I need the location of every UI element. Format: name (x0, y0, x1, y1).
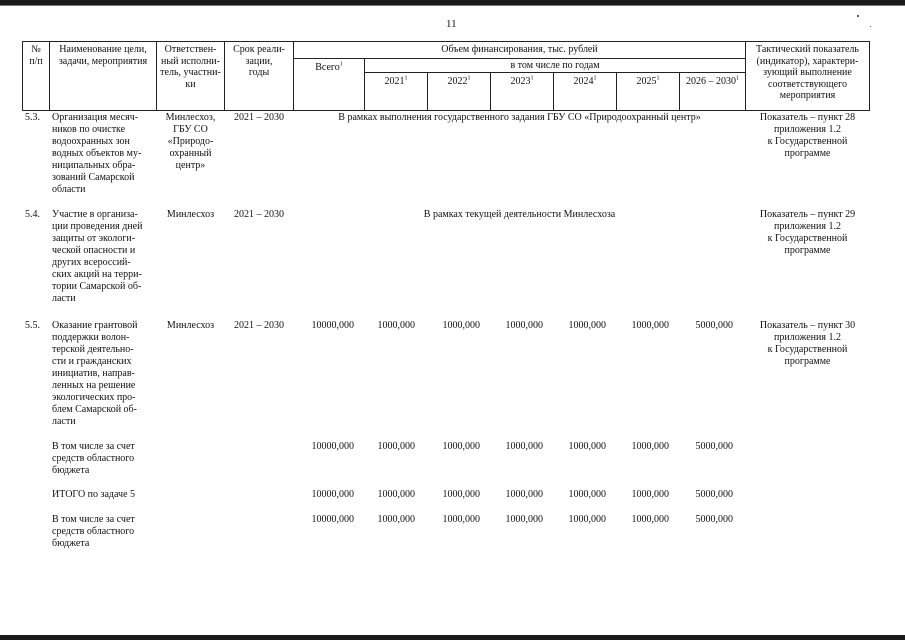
value-2021: 1000,000 (377, 514, 415, 525)
row-responsible: Минлесхоз (166, 320, 215, 331)
scan-speck (870, 26, 871, 27)
value-2024: 1000,000 (568, 514, 606, 525)
header-term: Срок реали- зации, годы (233, 44, 285, 78)
value-2021: 1000,000 (377, 441, 415, 452)
row-number: 5.5. (25, 320, 40, 331)
row-number: 5.3. (25, 112, 40, 123)
header-funding-rule (293, 58, 745, 59)
header-name: Наименование цели, задачи, мероприятия (58, 44, 148, 67)
value-2023: 1000,000 (505, 320, 543, 331)
row-name: Организация месяч- ников по очистке водоохранных зон водных объектов му- ниципальных обра- зований Самарской области (52, 112, 142, 195)
row-term: 2021 – 2030 (234, 112, 284, 123)
row-term: 2021 – 2030 (234, 320, 284, 331)
value-2025: 1000,000 (631, 320, 669, 331)
row-merged-note: В рамках текущей деятельности Минлесхоза (423, 209, 616, 220)
row-indicator: Показатель – пункт 28 приложения 1.2 к Государственной программе (759, 112, 856, 159)
row-responsible: Минлесхоз (166, 209, 215, 220)
value-2022: 1000,000 (442, 489, 480, 500)
value-2023: 1000,000 (505, 441, 543, 452)
value-2025: 1000,000 (631, 489, 669, 500)
value-2021: 1000,000 (377, 489, 415, 500)
value-2022: 1000,000 (442, 514, 480, 525)
value-2026-2030: 5000,000 (695, 489, 733, 500)
value-2026-2030: 5000,000 (695, 441, 733, 452)
header-total: Всего$^1$ (315, 61, 343, 73)
header-year-2025: 2025$^1$ (636, 75, 660, 87)
header-funding: Объем финансирования, тыс. рублей (441, 44, 598, 55)
row-indicator: Показатель – пункт 30 приложения 1.2 к Государственной программе (759, 320, 856, 367)
header-year-2024: 2024$^1$ (573, 75, 597, 87)
row-merged-note: В рамках выполнения государственного задания ГБУ СО «Природоохранный центр» (338, 112, 701, 123)
header-year-2022: 2022$^1$ (447, 75, 471, 87)
value-2021: 1000,000 (377, 320, 415, 331)
row-term: 2021 – 2030 (234, 209, 284, 220)
value-total: 10000,000 (311, 320, 354, 331)
header-years-rule (364, 72, 745, 73)
value-2022: 1000,000 (442, 441, 480, 452)
header-indicator: Тактический показатель (индикатор), характери- зующий выполнение соответствующего мероприятия (756, 44, 859, 101)
value-2025: 1000,000 (631, 514, 669, 525)
scan-speck (857, 15, 859, 17)
value-total: 10000,000 (311, 514, 354, 525)
value-2024: 1000,000 (568, 320, 606, 331)
page-number: 11 (446, 18, 457, 30)
value-total: 10000,000 (311, 441, 354, 452)
header-responsible: Ответствен- ный исполни- тель, участни- ки (160, 44, 221, 90)
header-year-2021: 2021$^1$ (384, 75, 408, 87)
value-total: 10000,000 (311, 489, 354, 500)
header-by-year: в том числе по годам (510, 60, 600, 71)
scan-top-edge-shadow (0, 5, 905, 6)
row-name: В том числе за счет средств областного бюджета (52, 441, 135, 476)
value-2026-2030: 5000,000 (695, 514, 733, 525)
header-bottom-rule (22, 110, 870, 111)
row-number: 5.4. (25, 209, 40, 220)
value-2022: 1000,000 (442, 320, 480, 331)
header-number: № п/п (29, 44, 43, 67)
header-top-rule (22, 41, 870, 42)
scan-bottom-edge (0, 635, 905, 640)
value-2026-2030: 5000,000 (695, 320, 733, 331)
row-name: Участие в организа- ции проведения дней защиты от экологи- ческой опасности и других всероссий- ских акций на терри- тории Самарской об- ласти (52, 209, 143, 304)
row-name: Оказание грантовой поддержки волон- терской деятельно- сти и гражданских инициатив, направ- ленных на решение экологических про- блем Самарской об- ласти (52, 320, 138, 427)
value-2023: 1000,000 (505, 514, 543, 525)
header-vrule (869, 41, 870, 111)
row-indicator: Показатель – пункт 29 приложения 1.2 к Государственной программе (759, 209, 856, 256)
value-2024: 1000,000 (568, 489, 606, 500)
value-2024: 1000,000 (568, 441, 606, 452)
value-2023: 1000,000 (505, 489, 543, 500)
header-year-2023: 2023$^1$ (510, 75, 534, 87)
row-name: В том числе за счет средств областного бюджета (52, 514, 135, 549)
row-responsible: Минлесхоз, ГБУ СО «Природо- охранный центр» (165, 112, 216, 171)
header-year-2026-2030: 2026 – 2030$^1$ (686, 75, 739, 87)
value-2025: 1000,000 (631, 441, 669, 452)
row-name: ИТОГО по задаче 5 (52, 489, 136, 500)
